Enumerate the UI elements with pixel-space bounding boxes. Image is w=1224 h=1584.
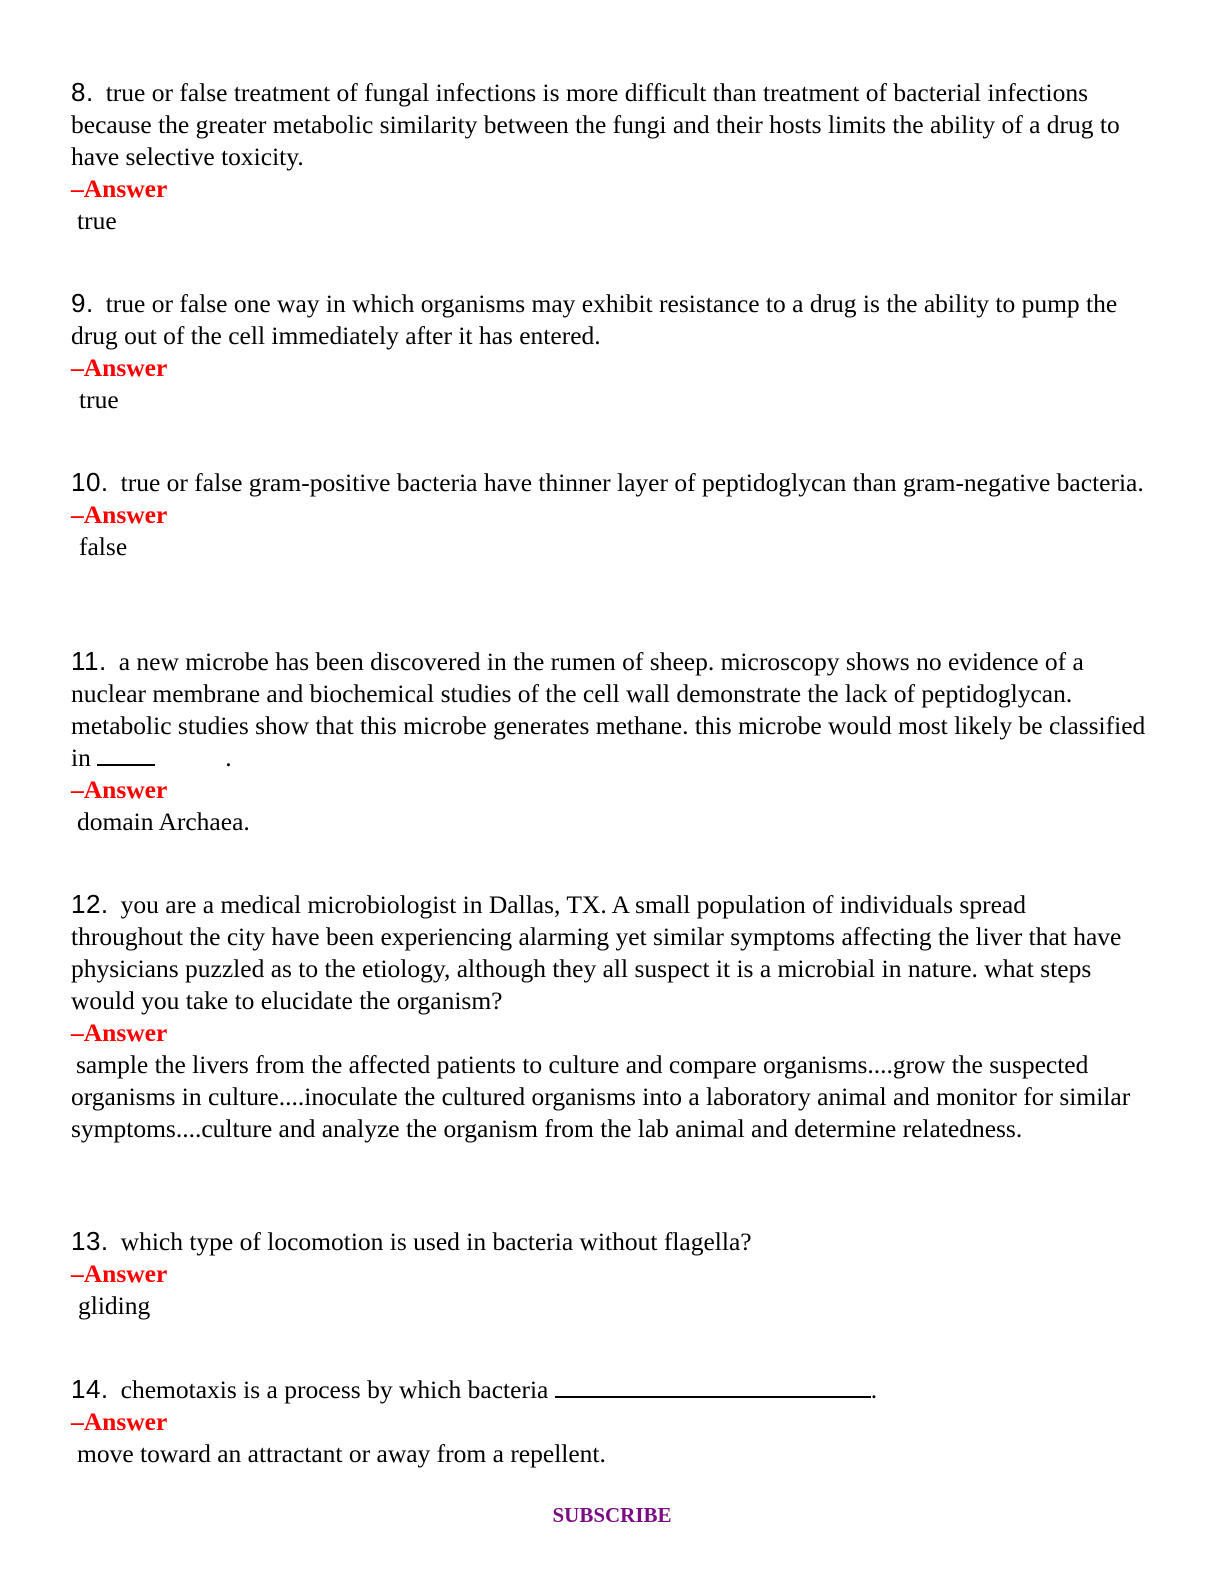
question-text: chemotaxis is a process by which bacteria — [120, 1375, 549, 1404]
answer-label: –Answer — [71, 1018, 168, 1047]
question-number: 12. — [71, 889, 109, 919]
question-text: true or false treatment of fungal infections is more difficult than treatment of bacterial infections because the greater metabolic similarity between the fungi and their hosts limits the ability of a drug to have selective toxicity. — [71, 78, 1120, 171]
answer-label: –Answer — [71, 1407, 168, 1436]
question-14 — [71, 1373, 1151, 1470]
fill-in-blank — [97, 744, 155, 766]
answer-text: sample the livers from the affected patients to culture and compare organisms....grow the suspected organisms in culture....inoculate the cultured organisms into a laboratory animal and monitor for similar symptoms....culture and analyze the organism from the lab animal and determine relatedness. — [71, 1050, 1131, 1143]
answer-label: –Answer — [71, 174, 168, 203]
question-text: you are a medical microbiologist in Dallas, TX. A small population of individuals spread throughout the city have been experiencing alarming yet similar symptoms affecting the liver that have physicians puzzled as to the etiology, although they all suspect it is a microbial in nature. what steps would you take to elucidate the organism? — [71, 890, 1122, 1015]
question-number: 13. — [71, 1226, 109, 1256]
question-text: a new microbe has been discovered in the rumen of sheep. microscopy shows no evidence of a nuclear membrane and biochemical studies of the cell wall demonstrate the lack of peptidoglycan. metabolic studies show that this microbe generates methane. this microbe would most likely be classified in — [71, 647, 1146, 772]
question-11 — [71, 645, 1161, 838]
answer-label: –Answer — [71, 775, 168, 804]
answer-text: true — [79, 385, 119, 414]
question-text-end: . — [870, 1375, 878, 1404]
question-text: true or false gram-positive bacteria have thinner layer of peptidoglycan than gram-negative bacteria. — [120, 468, 1144, 497]
question-number: 10. — [71, 467, 109, 497]
question-10 — [71, 466, 1161, 563]
question-number: 11. — [71, 646, 107, 676]
question-text: which type of locomotion is used in bacteria without flagella? — [120, 1227, 752, 1256]
question-text: true or false one way in which organisms may exhibit resistance to a drug is the ability to pump the drug out of the cell immediately after it has entered. — [71, 289, 1118, 350]
answer-text: true — [77, 206, 117, 235]
question-8 — [71, 76, 1151, 237]
answer-label: –Answer — [71, 500, 168, 529]
answer-label: –Answer — [71, 1259, 168, 1288]
question-number: 14. — [71, 1374, 109, 1404]
question-number: 9. — [71, 288, 94, 318]
answer-text: domain Archaea. — [77, 807, 250, 836]
answer-text: false — [79, 532, 128, 561]
question-13 — [71, 1225, 1151, 1322]
question-9 — [71, 287, 1151, 416]
answer-label: –Answer — [71, 353, 168, 382]
fill-in-blank — [555, 1376, 871, 1398]
question-number: 8. — [71, 77, 94, 107]
answer-text: move toward an attractant or away from a repellent. — [77, 1439, 606, 1468]
question-12 — [71, 888, 1131, 1145]
subscribe-link[interactable]: SUBSCRIBE — [552, 1503, 672, 1527]
answer-text: gliding — [78, 1291, 151, 1320]
question-text-end: . — [225, 743, 232, 772]
